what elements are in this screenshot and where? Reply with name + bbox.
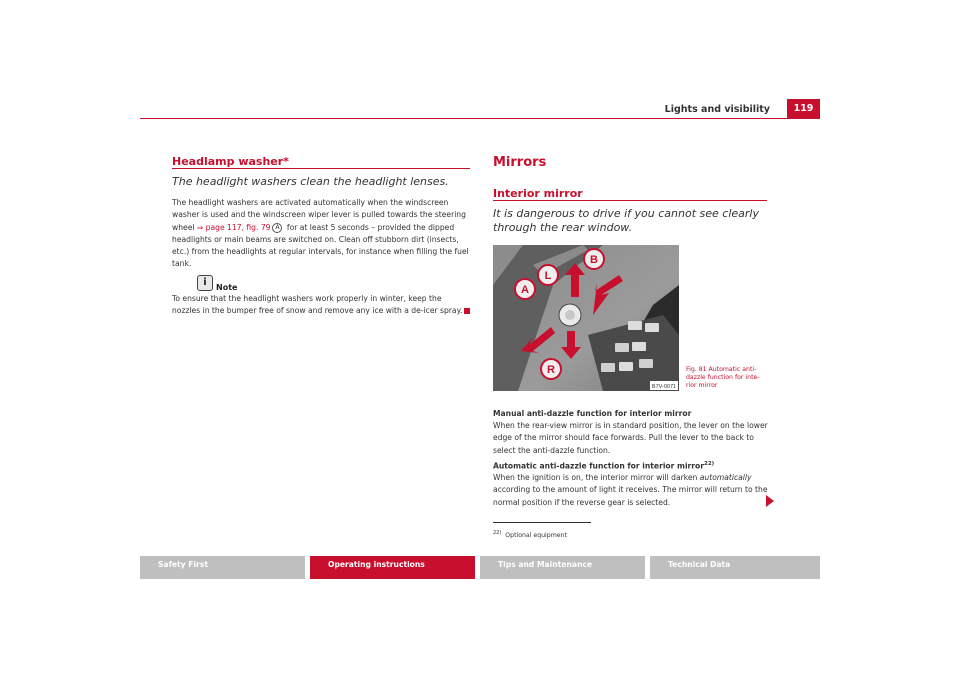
automatic-anti-dazzle-heading [493,461,714,471]
running-header-title: Lights and visibility [664,104,770,115]
figure-label-l: L [544,270,552,282]
interior-mirror-heading: Interior mirror [493,187,583,200]
note-text [172,293,472,318]
interior-mirror-lead: It is dangerous to drive if you cannot see clearly through the rear window. [493,207,759,234]
callout-marker: A [272,223,282,233]
body-text: The headlight washers are activated automatically when the windscreen washer is used and the windscreen wiper lever is pulled towards the steering wheel [172,198,466,232]
tab-safety-first[interactable]: Safety First [140,556,305,579]
manual-anti-dazzle-text: When the rear-view mirror is in standard position, the lever on the lower edge of the mirror should face forwards. Pull the lever to the back to select the anti-dazzle function. [493,421,768,455]
headlamp-washer-body [172,197,470,271]
body-text: for at least 5 seconds – provided the dipped headlights or main beams are switched on. Clean off stubborn dirt (insects, etc.) from the headlights at regular intervals, for instance when filling the fuel tank. [172,222,469,269]
section-divider [493,200,767,201]
tab-tips-and-maintenance[interactable]: Tips and Maintenance [480,556,645,579]
footnote-number: 22) [493,530,502,536]
page-reference-link[interactable]: ⇒ page 117, fig. 79 [196,222,271,232]
figure-label-b: B [590,254,598,266]
header-divider [140,118,820,119]
next-page-arrow-icon[interactable] [766,495,774,507]
mirrors-title: Mirrors [493,155,547,170]
section-divider [172,168,470,169]
tab-technical-data[interactable]: Technical Data [650,556,820,579]
end-of-section-marker [464,308,470,314]
footnote-text: Optional equipment [505,532,567,540]
figure-label-r: R [547,364,555,376]
headlamp-washer-lead: The headlight washers clean the headlight lenses. [172,175,449,188]
heading-text: Automatic anti-dazzle function for interior mirror [493,461,704,471]
note-icon: i [197,275,213,291]
figure-caption: Fig. 81 Automatic anti-dazzle function for inte-rior mirror [686,366,760,389]
figure-label-a: A [521,284,529,296]
tab-operating-instructions[interactable]: Operating instructions [310,556,475,579]
body-text: When the ignition is on, the interior mirror will darken [493,473,700,482]
footnote [493,530,567,539]
note-body: To ensure that the headlight washers work properly in winter, keep the nozzles in the bumper free of snow and remove any ice with a de-icer spray. [172,294,463,316]
automatic-anti-dazzle-text [493,472,771,509]
mirror-illustration [493,245,679,391]
figure-code: B7V-0071 [651,384,677,390]
footnote-divider [493,522,591,523]
emphasis: automatically [699,473,752,482]
headlamp-washer-heading: Headlamp washer* [172,155,289,168]
body-text: according to the amount of light it receives. The mirror will return to the normal position if the reverse gear is selected. [493,485,768,507]
note-heading: Note [216,283,238,292]
manual-anti-dazzle-heading: Manual anti-dazzle function for interior mirror [493,409,692,418]
footnote-ref[interactable]: 22) [704,461,715,467]
page-number-badge: 119 [787,99,820,118]
mirror-figure [493,245,679,391]
